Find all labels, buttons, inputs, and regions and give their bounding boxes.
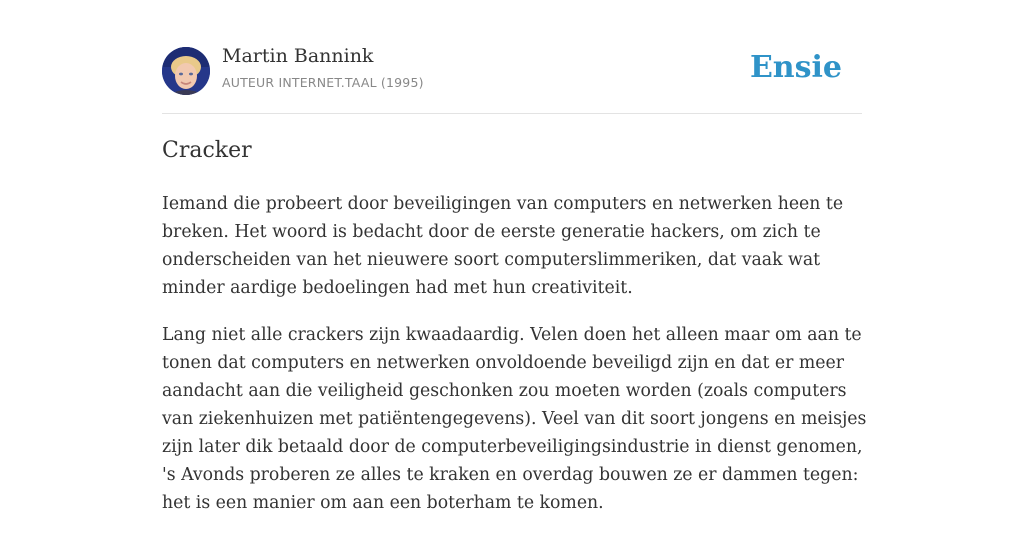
author-name[interactable]: Martin Bannink (222, 45, 374, 67)
paragraph-line: Iemand die probeert door beveiligingen van computers en netwerken heen te (162, 194, 844, 214)
paragraph-line: 's Avonds proberen ze alles te kraken en overdag bouwen ze er dammen tegen: (162, 465, 859, 485)
article-title: Cracker (162, 138, 252, 163)
paragraph-line: aandacht aan die veiligheid geschonken zou moeten worden (zoals computers (162, 381, 847, 401)
article-paragraph (162, 321, 867, 517)
paragraph-line: minder aardige bedoelingen had met hun creativiteit. (162, 278, 633, 298)
ensie-logo-link[interactable]: Ensie (749, 50, 842, 85)
paragraph-line: tonen dat computers en netwerken onvoldoende beveiligd zijn en dat er meer (162, 353, 845, 373)
article-body (162, 190, 867, 536)
paragraph-line: Lang niet alle crackers zijn kwaadaardig. Velen doen het alleen maar om aan te (162, 325, 862, 345)
paragraph-line: onderscheiden van het nieuwere soort computerslimmeriken, dat vaak wat (162, 250, 821, 270)
page-container (162, 0, 867, 513)
author-avatar[interactable] (162, 47, 210, 95)
article-paragraph (162, 190, 862, 302)
paragraph-line: zijn later dik betaald door de computerbeveiligingsindustrie in dienst genomen, (162, 437, 863, 457)
paragraph-line: breken. Het woord is bedacht door de eerste generatie hackers, om zich te (162, 222, 821, 242)
paragraph-line: van ziekenhuizen met patiëntengegevens). Veel van dit soort jongens en meisjes (162, 409, 867, 429)
author-subtitle: AUTEUR INTERNET.TAAL (1995) (222, 75, 424, 90)
paragraph-line: het is een manier om aan een boterham te komen. (162, 493, 604, 513)
author-header (162, 0, 862, 114)
avatar-portrait-icon (162, 47, 210, 95)
